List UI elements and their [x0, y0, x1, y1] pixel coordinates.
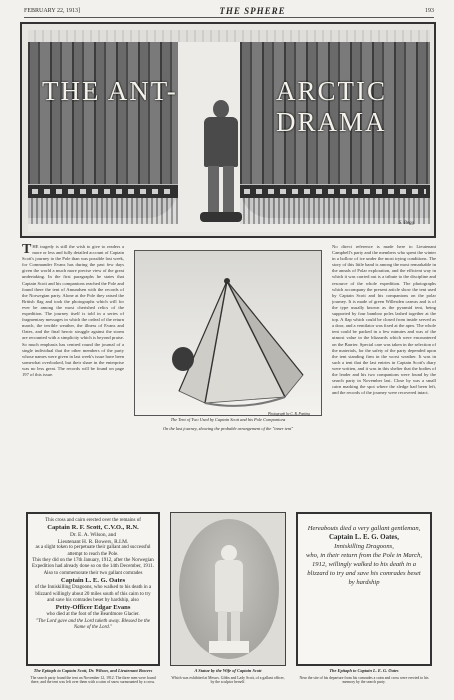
article-text-right: No direct reference is made here to Lieutenant Campbell's party and the members who spent the winter in a hollow of ice under the most trying conditions. The story of this little band is among the most remarkable in the annals of Polar exploration, and the efficient way in which it was carried out is a tribute to the discipline and resource of the whole expedition. The photographs which accompany the present article show the tent used by Captain Scott and his companions on the polar journey. It is made of green Willesden canvas and is of the type usually known as the pyramid tent, being supported by four bamboo poles lashed together at the top. A flap which could be closed from inside served as a door, and a ventilator was fixed at the apex. The whole tent could be packed in a few minutes and was of the utmost value in the blizzards which were encountered on the Barrier. Special care was taken in the selection of the materials, for the safety of the party depended upon the tent standing firm in the worst weather. It was in such a tent that the last entries in Captain Scott's diary were written, and it was in this shelter that the bodies of the leader and his two companions were found by the search party in November last. Close by was a small cairn marking the spot where the sledge had been left, and the records of the journey were recovered intact. — [332, 244, 436, 396]
photo-caption: The Tent of Two Used by Captain Scott and his Pole Companions — [170, 417, 286, 422]
figure-feet — [200, 212, 242, 222]
epitaph-name: Captain L. E. G. Oates, — [328, 533, 399, 541]
memorial-name-bowers: Lieutenant H. R. Bowers, R.I.M. — [57, 538, 129, 545]
statue-legs — [218, 611, 240, 643]
memorial-name-wilson: Dr. E. A. Wilson, and — [69, 532, 117, 539]
memorial-text: Also to commemorate their two gallant comrades — [43, 570, 143, 576]
tent-drawing — [135, 251, 322, 416]
masthead: THE SPHERE — [219, 5, 286, 16]
caption-left-title: The Epitaph to Captain Scott, Dr. Wilson, and Lieutenant Bowers — [33, 668, 153, 673]
memorial-text: who died at the foot of the Beardmore Glacier. — [46, 612, 140, 618]
tent-apex-ventilator — [224, 278, 230, 284]
statue-pedestal — [209, 641, 249, 653]
memorial-name-oates: Captain L. E. G. Oates — [60, 577, 126, 585]
figure-body — [204, 117, 238, 167]
caption-right-text: Near the site of his departure from his comrades a cairn and cross were erected to his memory by the search party. — [299, 676, 429, 684]
page-number: 193 — [425, 7, 434, 14]
epitaph-intro: Hereabouts died a very gallant gentleman, — [307, 525, 421, 532]
epitaph-text: who, in their return from the Pole in March, 1912, willingly walked to his death in a blizzard to try and save his comrades beset by hardship — [305, 552, 423, 586]
article-text-left: HE tragedy is still the wish to give to readers a more or less and fully detailed account of Captain Scott's journey to the Pole than was possible last week, for Commander Evans has during the past few days given the world a much more precise view of the great undertaking. In the first paragraphs he states that Captain Scott and his companions reached the Pole and found there the tent of Amundsen with the records of the Norwegian party. Alone at the Pole they raised the British flag and took the photographs which will for ever be among the most cherished relics of the expedition. The journey itself is told in a series of fragmentary messages in which the ordeal of the return march, the terrible weather, the illness of Evans and Oates, and the final heroic struggle against the storm are recounted with a simplicity which is beyond praise. So much emphasis has centred round the journal of a single individual that the other members of the party whose names were given in last week's issue have been somewhat overlooked, but their share in the enterprise was no less great. The records will be found on page 197 of this issue. — [22, 244, 124, 377]
photo-subcaption: On the last journey, showing the probable arrangement of the "inner tent" — [162, 426, 294, 431]
memorial-quote: "The Lord gave and the Lord taketh away. Blessed be the Name of the Lord." — [35, 618, 151, 631]
figure-legs — [208, 166, 234, 214]
left-curtain — [28, 42, 178, 218]
artist-signature: S. Begg — [398, 221, 414, 226]
statue-head — [221, 545, 237, 561]
memorial-text: as a slight token to perpetuate their gallant and successful attempt to reach the Pole. — [35, 545, 151, 557]
curtain-band — [28, 184, 178, 198]
article-column-left — [22, 244, 124, 520]
caption-middle-text: Which was exhibited at Messrs. Gibbs and Lady Scott, of a gallant officer, by the sculptor herself. — [171, 676, 285, 684]
statue-body — [215, 560, 243, 612]
memorial-text: This they did on the 17th January, 1912, after the Norwegian Expedition had already done so on the 14th December, 1911. — [32, 558, 154, 570]
memorial-inscription-box — [26, 512, 160, 666]
issue-date: FEBRUARY 22, 1913] — [24, 7, 80, 14]
drop-cap: T — [22, 244, 32, 257]
drama-illustration — [20, 22, 436, 238]
memorial-name-evans: Petty-Officer Edgar Evans — [55, 604, 131, 612]
caption-right-title: The Epitaph to Captain L. E. G. Oates — [329, 668, 399, 673]
tent-photograph — [134, 250, 322, 416]
curtain-fringe — [28, 198, 178, 224]
caption-middle-title: A Statue by the Wife of Captain Scott — [194, 668, 262, 673]
statue-photograph — [170, 512, 286, 666]
article-column-right — [332, 244, 436, 520]
figure-head — [213, 100, 229, 118]
oates-epitaph-box — [296, 512, 432, 666]
memorial-name-scott: Captain R. F. Scott, C.V.O., R.N. — [47, 524, 139, 532]
oval-vignette — [179, 519, 279, 659]
curtain-band — [240, 184, 430, 198]
explorer-figure — [196, 100, 246, 224]
photo-credit: Photograph by C. B. Ponting — [268, 412, 310, 416]
illustration-title-left: THE ANT- — [42, 76, 178, 106]
tent-door-opening — [172, 347, 194, 371]
caption-left-text: The search party found the tent on November 12, 1912. The three men were found there, and the tent was left over them with a cairn of snow surmounted by a cross. — [30, 676, 156, 684]
memorial-intro: This cross and cairn erected over the remains of — [45, 518, 141, 523]
stage — [28, 42, 430, 232]
memorial-text: of the Inniskilling Dragoons, who walked to his death in a blizzard willingly about 20 miles south of this cairn to try and save his comrades beset by hardship, also — [34, 585, 152, 604]
page-header — [24, 4, 434, 18]
illustration-title-right: ARCTIC DRAMA — [276, 76, 388, 137]
epitaph-regiment: Inniskilling Dragoons, — [334, 543, 394, 550]
